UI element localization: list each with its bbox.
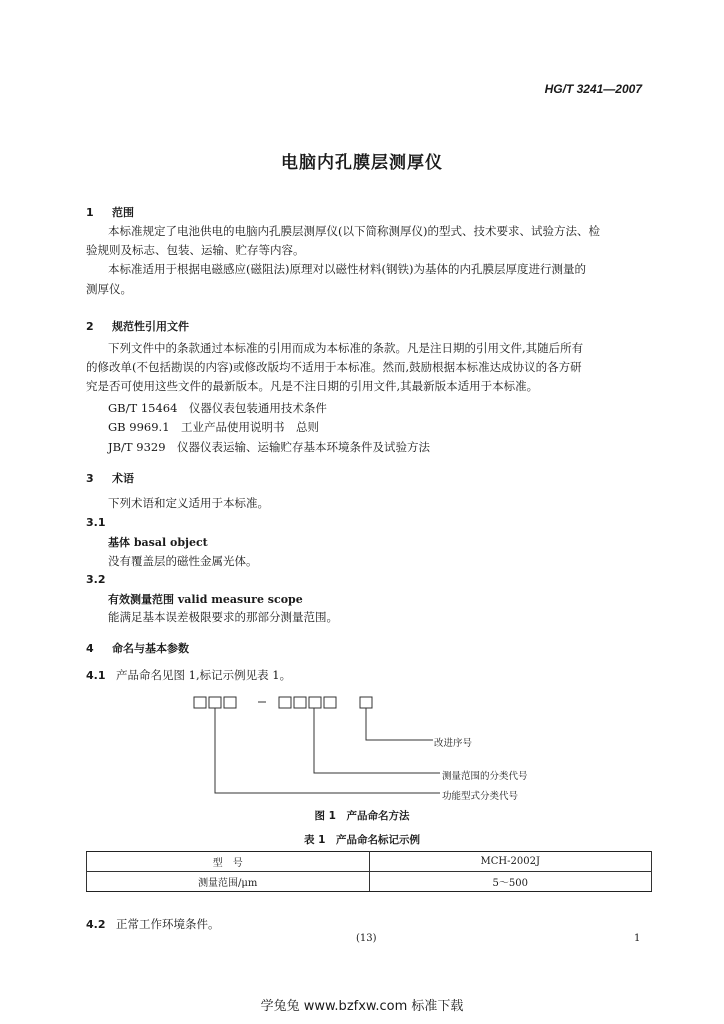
ref-item: GB 9969.1 工业产品使用说明书 总则 bbox=[108, 420, 320, 434]
table-row bbox=[87, 852, 652, 872]
section-3-heading: 3 术语 bbox=[86, 472, 134, 485]
figure-caption: 图 1 产品命名方法 bbox=[314, 810, 410, 822]
code-box bbox=[279, 697, 291, 708]
fig-label-function-code: 功能型式分类代号 bbox=[442, 791, 519, 802]
table-cell: 5～500 bbox=[369, 872, 652, 892]
leader-line bbox=[215, 708, 440, 793]
code-box bbox=[209, 697, 221, 708]
ref-item: JB/T 9329 仪器仪表运输、运输贮存基本环境条件及试验方法 bbox=[108, 440, 431, 454]
s3-intro: 下列术语和定义适用于本标准。 bbox=[108, 496, 269, 510]
s1-paragraph-2a: 本标准适用于根据电磁感应(磁阻法)原理对以磁性材料(钢铁)为基体的内孔膜层厚度进行测量的 bbox=[108, 262, 586, 276]
code-box bbox=[194, 697, 206, 708]
s1-paragraph-1b: 验规则及标志、包装、运输、贮存等内容。 bbox=[86, 243, 305, 257]
term-2-number: 3.2 bbox=[86, 573, 106, 586]
naming-example-table bbox=[86, 851, 652, 892]
ref-item: GB/T 15464 仪器仪表包装通用技术条件 bbox=[108, 401, 327, 415]
code-box bbox=[224, 697, 236, 708]
naming-diagram bbox=[180, 690, 480, 808]
section-4-2-number: 4.2 bbox=[86, 918, 106, 931]
s1-paragraph-1a: 本标准规定了电池供电的电脑内孔膜层测厚仪(以下简称测厚仪)的型式、技术要求、试验方法、检 bbox=[108, 224, 600, 238]
code-box bbox=[309, 697, 321, 708]
page-number-center: (13) bbox=[356, 933, 377, 944]
fig-label-range-code: 测量范围的分类代号 bbox=[442, 771, 528, 782]
code-box bbox=[294, 697, 306, 708]
term-1-number: 3.1 bbox=[86, 516, 106, 529]
term-1-definition: 没有覆盖层的磁性金属光体。 bbox=[108, 554, 258, 568]
s1-paragraph-2b: 测厚仪。 bbox=[86, 282, 132, 296]
term-1-name: 基体 basal object bbox=[108, 536, 208, 549]
table-row bbox=[87, 872, 652, 892]
section-4-heading: 4 命名与基本参数 bbox=[86, 642, 189, 655]
term-2-definition: 能满足基本误差极限要求的那部分测量范围。 bbox=[108, 610, 338, 624]
table-cell: MCH-2002J bbox=[369, 852, 652, 872]
section-4-1-number: 4.1 bbox=[86, 669, 106, 682]
table-cell: 测量范围/μm bbox=[87, 872, 370, 892]
standard-number: HG/T 3241—2007 bbox=[544, 82, 642, 96]
section-2-heading: 2 规范性引用文件 bbox=[86, 320, 189, 333]
watermark: 学兔兔 www.bzfxw.com 标准下载 bbox=[260, 999, 464, 1014]
section-1-heading: 1 范围 bbox=[86, 206, 134, 219]
leader-line bbox=[366, 708, 433, 740]
s2-paragraph-c: 究是否可使用这些文件的最新版本。凡是不注日期的引用文件,其最新版本适用于本标准。 bbox=[86, 379, 539, 393]
page-title: 电脑内孔膜层测厚仪 bbox=[281, 153, 443, 173]
page-number-right: 1 bbox=[634, 933, 641, 944]
section-4-1-text: 产品命名见图 1,标记示例见表 1。 bbox=[116, 668, 292, 682]
fig-label-improvement: 改进序号 bbox=[434, 738, 473, 749]
code-box bbox=[360, 697, 372, 708]
s2-paragraph-a: 下列文件中的条款通过本标准的引用而成为本标准的条款。凡是注日期的引用文件,其随后所有 bbox=[108, 341, 584, 355]
section-4-2-text: 正常工作环境条件。 bbox=[116, 917, 220, 931]
s2-paragraph-b: 的修改单(不包括勘误的内容)或修改版均不适用于本标准。然而,鼓励根据本标准达成协议的各方研 bbox=[86, 360, 582, 374]
code-box bbox=[324, 697, 336, 708]
term-2-name: 有效测量范围 valid measure scope bbox=[108, 593, 303, 606]
table-cell: 型 号 bbox=[87, 852, 370, 872]
table-caption: 表 1 产品命名标记示例 bbox=[304, 834, 420, 846]
